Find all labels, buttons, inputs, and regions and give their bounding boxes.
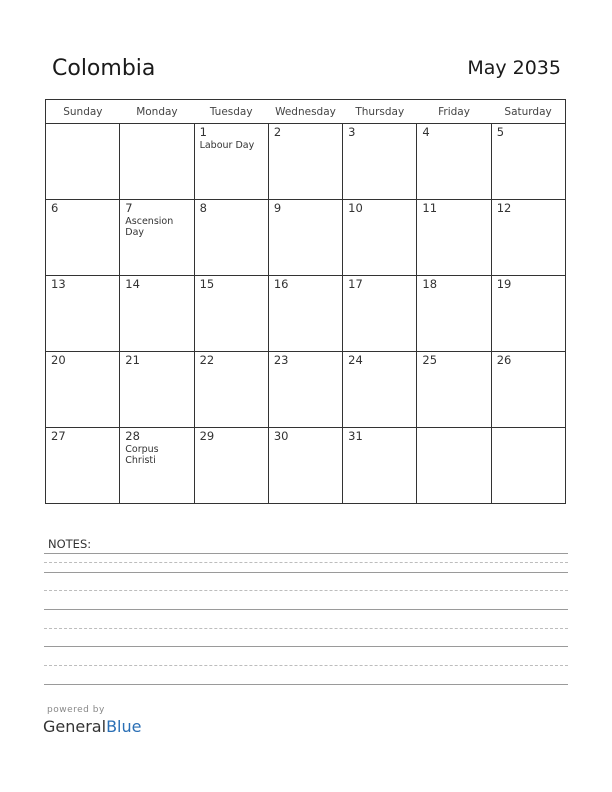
day-cell [491, 276, 565, 352]
notes-line [44, 609, 568, 610]
day-cell [120, 428, 194, 504]
country-title: Colombia [52, 56, 156, 81]
day-cell [268, 428, 342, 504]
weekday-tuesday: Tuesday [194, 100, 268, 124]
day-cell [268, 276, 342, 352]
day-number: 18 [422, 277, 438, 291]
notes-line [44, 684, 568, 685]
holiday-label: Ascension Day [125, 216, 174, 238]
day-number: 10 [348, 201, 363, 215]
day-number: 4 [422, 125, 430, 139]
day-cell [343, 352, 417, 428]
day-cell [46, 200, 120, 276]
day-number: 13 [51, 277, 66, 291]
day-number: 9 [273, 201, 282, 215]
generalblue-logo [43, 717, 141, 736]
day-number: 20 [51, 353, 66, 367]
day-cell [343, 124, 417, 200]
empty-day-cell [417, 428, 491, 504]
day-number: 21 [125, 353, 140, 367]
notes-line [44, 572, 568, 573]
day-number: 1 [199, 125, 207, 139]
day-number: 5 [496, 125, 505, 139]
weekday-wednesday: Wednesday [268, 100, 342, 124]
day-cell [194, 352, 268, 428]
day-number: 12 [496, 201, 512, 215]
week-row [46, 352, 566, 428]
day-number: 2 [273, 125, 282, 139]
day-number: 7 [125, 201, 133, 215]
month-year-title: May 2035 [467, 57, 561, 79]
day-number: 19 [496, 277, 512, 291]
day-cell [194, 428, 268, 504]
day-cell [120, 200, 194, 276]
calendar-grid [45, 99, 566, 504]
day-number: 11 [422, 201, 438, 215]
notes-line [44, 665, 568, 666]
day-cell [343, 276, 417, 352]
day-number: 8 [199, 201, 207, 215]
day-number: 25 [422, 353, 438, 367]
day-cell [120, 276, 194, 352]
notes-line [44, 646, 568, 647]
day-cell [343, 200, 417, 276]
day-number: 3 [348, 125, 356, 139]
day-number: 24 [348, 353, 363, 367]
day-cell [268, 352, 342, 428]
day-cell [491, 124, 565, 200]
day-cell [491, 200, 565, 276]
day-number: 16 [273, 277, 289, 291]
day-cell [46, 428, 120, 504]
day-cell [46, 276, 120, 352]
day-number: 26 [496, 353, 512, 367]
notes-line [44, 562, 568, 563]
day-cell [417, 352, 491, 428]
week-row [46, 200, 566, 276]
week-row [46, 276, 566, 352]
day-number: 27 [51, 429, 66, 443]
holiday-label: Corpus Christi [125, 444, 159, 466]
weekday-sunday: Sunday [46, 100, 120, 124]
powered-by-text: powered by [47, 705, 105, 715]
day-cell [268, 200, 342, 276]
day-cell [417, 276, 491, 352]
day-number: 31 [348, 429, 363, 443]
notes-line [44, 628, 568, 629]
day-cell [417, 124, 491, 200]
day-number: 29 [199, 429, 215, 443]
empty-day-cell [46, 124, 120, 200]
notes-line [44, 553, 568, 554]
notes-line [44, 590, 568, 591]
week-row [46, 428, 566, 504]
day-number: 17 [348, 277, 363, 291]
weekday-thursday: Thursday [343, 100, 417, 124]
weekday-friday: Friday [417, 100, 491, 124]
day-number: 6 [51, 201, 59, 215]
day-cell [343, 428, 417, 504]
day-cell [491, 352, 565, 428]
day-cell [120, 352, 194, 428]
day-cell [194, 124, 268, 200]
brand-general: General [43, 717, 107, 736]
brand-blue: Blue [106, 717, 142, 736]
weekday-header-row [46, 100, 566, 124]
day-cell [417, 200, 491, 276]
day-number: 14 [125, 277, 140, 291]
day-cell [194, 200, 268, 276]
week-row [46, 124, 566, 200]
day-number: 30 [273, 429, 289, 443]
day-number: 28 [125, 429, 140, 443]
holiday-label: Labour Day [199, 140, 255, 151]
day-cell [194, 276, 268, 352]
notes-label: NOTES: [48, 537, 92, 551]
empty-day-cell [491, 428, 565, 504]
day-number: 23 [273, 353, 289, 367]
day-number: 22 [199, 353, 215, 367]
day-cell [46, 352, 120, 428]
day-number: 15 [199, 277, 215, 291]
weekday-monday: Monday [120, 100, 194, 124]
day-cell [268, 124, 342, 200]
weekday-saturday: Saturday [491, 100, 565, 124]
empty-day-cell [120, 124, 194, 200]
